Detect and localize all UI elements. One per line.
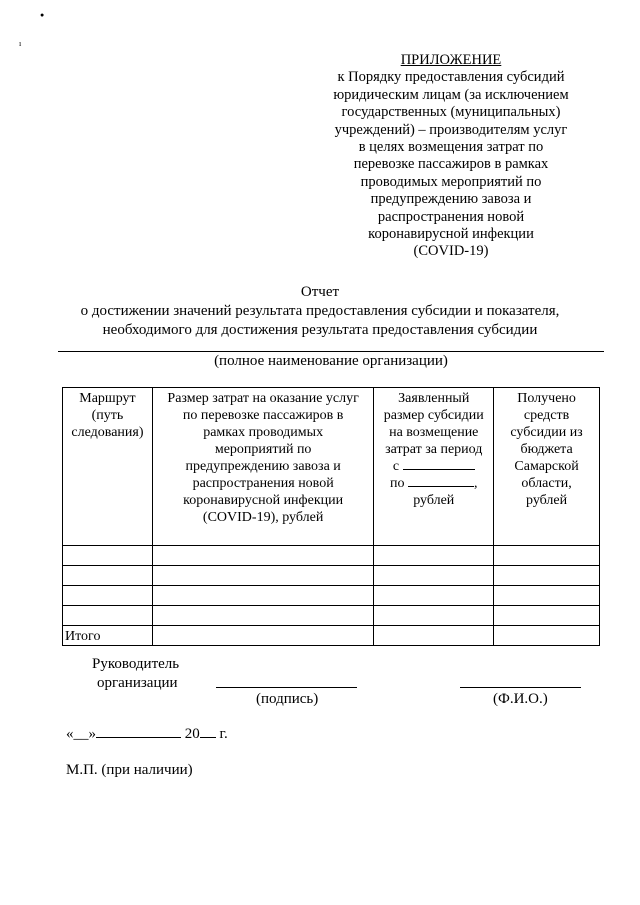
- report-subtitle-line1: о достижении значений результата предоставления субсидии и показателя,: [80, 303, 560, 319]
- appendix-line: к Порядку предоставления субсидий: [337, 69, 565, 86]
- head-label-line2: организации: [97, 675, 178, 691]
- scan-speck-small: ı: [19, 39, 22, 48]
- appendix-line: (COVID-19): [413, 243, 489, 260]
- report-table: [62, 387, 600, 646]
- signature-line: [216, 687, 357, 688]
- period-from: с: [376, 458, 491, 475]
- appendix-line: юридическим лицам (за исключением: [333, 86, 569, 103]
- table-header-row: [63, 388, 600, 546]
- appendix-heading: ПРИЛОЖЕНИЕ: [400, 52, 502, 68]
- report-subtitle-line2: необходимого для достижения результата предоставления субсидии: [102, 322, 538, 338]
- table-row: [63, 606, 600, 626]
- date-month-blank: [96, 737, 181, 738]
- date-year-blank: [200, 737, 216, 738]
- period-from-blank: [403, 469, 475, 470]
- appendix-line: коронавирусной инфекции: [368, 226, 534, 243]
- date-line: [66, 725, 228, 744]
- appendix-line: государственных (муниципальных): [341, 104, 561, 121]
- scan-speck: ●: [40, 11, 45, 19]
- name-line: [460, 687, 581, 688]
- table-total-row: [63, 626, 600, 646]
- total-label: Итого: [63, 626, 153, 646]
- column-header-declared-subsidy: Заявленный размер субсидии на возмещение затрат за период с по , рублей: [374, 388, 494, 546]
- date-day: «__»: [66, 726, 96, 742]
- report-title: Отчет: [300, 284, 340, 300]
- appendix-line: учреждений) – производителям услуг: [334, 121, 568, 138]
- signature-caption: (подпись): [256, 691, 319, 707]
- table-row: [63, 586, 600, 606]
- appendix-line: проводимых мероприятий по: [360, 173, 542, 190]
- period-to-blank: [408, 486, 474, 487]
- head-label-line1: Руководитель: [92, 656, 180, 672]
- stamp-note: М.П. (при наличии): [66, 762, 193, 778]
- name-caption: (Ф.И.О.): [493, 691, 548, 707]
- column-header-route: Маршрут (путь следования): [63, 388, 153, 546]
- appendix-line: в целях возмещения затрат по: [358, 139, 544, 156]
- appendix-line: распространения новой: [377, 208, 525, 225]
- column-header-costs: Размер затрат на оказание услуг по перевозке пассажиров в рамках проводимых мероприятий по предупреждению завоза и распространения новой коронавирусной инфекции (COVID-19), рублей: [152, 388, 373, 546]
- appendix-line: предупреждению завоза и: [370, 191, 532, 208]
- table-row: [63, 566, 600, 586]
- appendix-line: перевозке пассажиров в рамках: [353, 156, 549, 173]
- organization-caption: (полное наименование организации): [214, 353, 448, 369]
- date-year: 20: [184, 726, 200, 742]
- table-row: [63, 546, 600, 566]
- period-to: по ,: [390, 476, 478, 491]
- report-title-block: [60, 283, 580, 340]
- appendix-header: [318, 52, 584, 261]
- organization-name-line: [58, 351, 604, 352]
- column-header-received-funds: Получено средств субсидии из бюджета Самарской области, рублей: [494, 388, 600, 546]
- date-suffix: г.: [219, 726, 228, 742]
